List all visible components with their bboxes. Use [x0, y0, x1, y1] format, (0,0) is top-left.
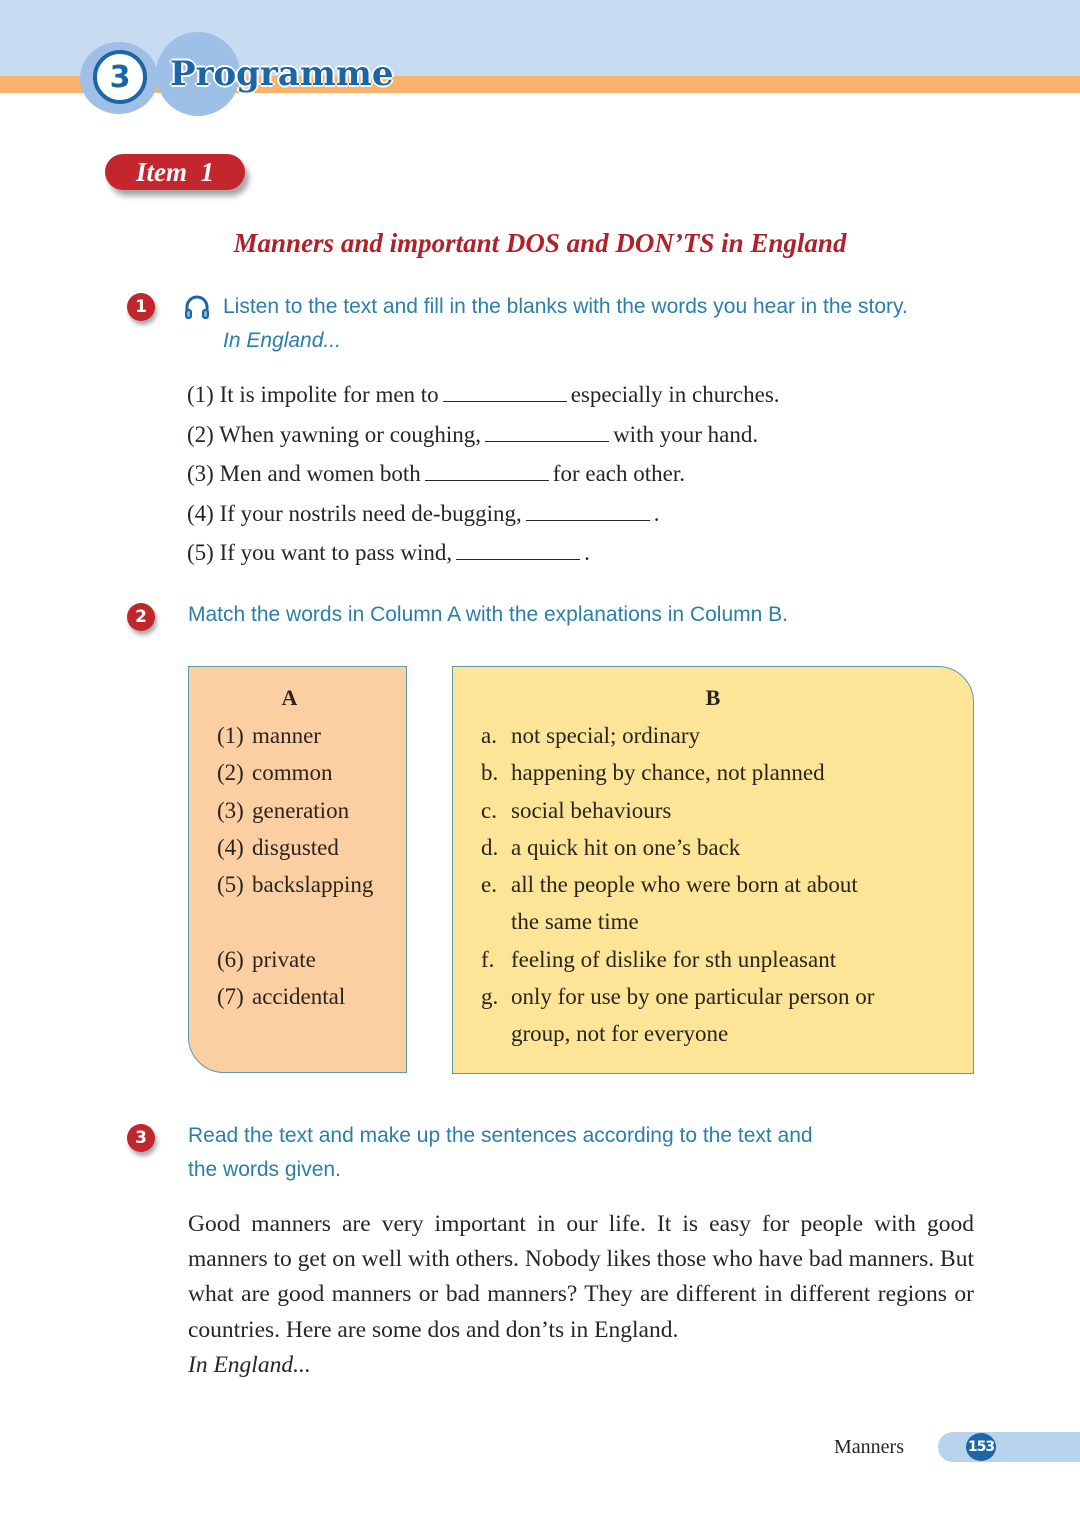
column-a-item: (7) accidental	[217, 984, 346, 1010]
column-b-item-continued: the same time	[511, 909, 639, 935]
section-title: Programme	[170, 54, 394, 94]
exercise-3-badge: 3	[127, 1124, 155, 1152]
item-number: (1)	[187, 382, 214, 407]
item-text-before: If you want to pass wind,	[219, 540, 453, 565]
answer-blank[interactable]	[425, 458, 549, 481]
passage-text: Good manners are very important in our life. It is easy for people with good manners to get on well with others. Nobody likes those who have bad manners. But what are good manners or bad manners? They are different in different regions or countries. Here are some dos and don’ts in England.	[188, 1211, 974, 1343]
column-a-item: (4) disgusted	[217, 834, 339, 860]
column-b-item: d. a quick hit on one’s back	[481, 834, 741, 860]
item-text-after: .	[653, 500, 660, 526]
fill-item	[187, 533, 780, 573]
exercise-1-instruction-sub: In England...	[223, 329, 341, 352]
item-number: (4)	[187, 500, 214, 526]
column-b-item: c. social behaviours	[481, 797, 672, 823]
item-number: (2)	[187, 421, 214, 447]
column-b-list	[481, 717, 874, 1053]
fill-item	[187, 494, 780, 534]
fill-item	[187, 375, 780, 415]
item-number: (3)	[187, 461, 214, 486]
item-number: (5)	[187, 540, 214, 565]
column-b-item: e. all the people who were born at about	[481, 872, 858, 898]
reading-passage	[188, 1207, 974, 1383]
column-b-item-continued: group, not for everyone	[511, 1021, 729, 1047]
unit-name: Manners	[834, 1436, 904, 1458]
fill-item	[187, 454, 780, 494]
column-b-item: b. happening by chance, not planned	[481, 760, 825, 786]
column-a-item: (1) manner	[217, 723, 321, 748]
exercise-2-badge: 2	[127, 603, 155, 631]
headphones-icon	[183, 294, 211, 322]
exercise-1-badge: 1	[127, 293, 155, 321]
answer-blank[interactable]	[485, 419, 609, 442]
column-a-item: (6) private	[217, 946, 316, 972]
passage-tail: In England...	[188, 1351, 311, 1378]
answer-blank[interactable]	[456, 537, 580, 560]
column-b-box	[452, 666, 974, 1074]
item-text-after: for each other.	[552, 461, 685, 486]
column-b-item: f. feeling of dislike for sth unpleasant	[481, 946, 837, 972]
fill-item	[187, 415, 780, 455]
answer-blank[interactable]	[526, 498, 650, 521]
page-number: 153	[966, 1433, 996, 1461]
item-label: Item 1	[105, 154, 245, 190]
item-text-before: If your nostrils need de-bugging,	[219, 500, 522, 526]
item-text-before: It is impolite for men to	[219, 382, 439, 407]
item-text-after: especially in churches.	[570, 382, 780, 407]
column-b-item: a. not special; ordinary	[481, 723, 701, 748]
item-text-after: with your hand.	[613, 421, 759, 447]
exercise-3-instruction-line1: Read the text and make up the sentences according to the text and	[188, 1124, 813, 1147]
footer-band	[938, 1432, 1080, 1462]
answer-blank[interactable]	[443, 379, 567, 402]
exercise-1-instruction	[223, 290, 908, 358]
column-b-heading: B	[705, 685, 721, 710]
fill-in-list	[187, 375, 780, 573]
exercise-2-instruction: Match the words in Column A with the explanations in Column B.	[188, 603, 788, 626]
column-a-item: (5) backslapping	[217, 872, 374, 898]
column-a-item: (2) common	[217, 760, 333, 786]
column-a-box	[188, 666, 407, 1073]
exercise-3-instruction	[188, 1119, 813, 1187]
column-b-item: g. only for use by one particular person or	[481, 984, 875, 1010]
exercise-1-instruction-text: Listen to the text and fill in the blanks with the words you hear in the story.	[223, 295, 908, 318]
item-text-after: .	[584, 540, 590, 565]
item-text-before: When yawning or coughing,	[219, 421, 482, 447]
column-a-item: (3) generation	[217, 797, 350, 823]
section-number: 3	[93, 50, 147, 104]
column-a-heading: A	[281, 685, 298, 710]
item-text-before: Men and women both	[219, 461, 421, 486]
exercise-3-instruction-line2: the words given.	[188, 1158, 341, 1181]
page-subtitle: Manners and important DOS and DON’TS in England	[233, 228, 847, 258]
column-a-list	[217, 717, 373, 1015]
